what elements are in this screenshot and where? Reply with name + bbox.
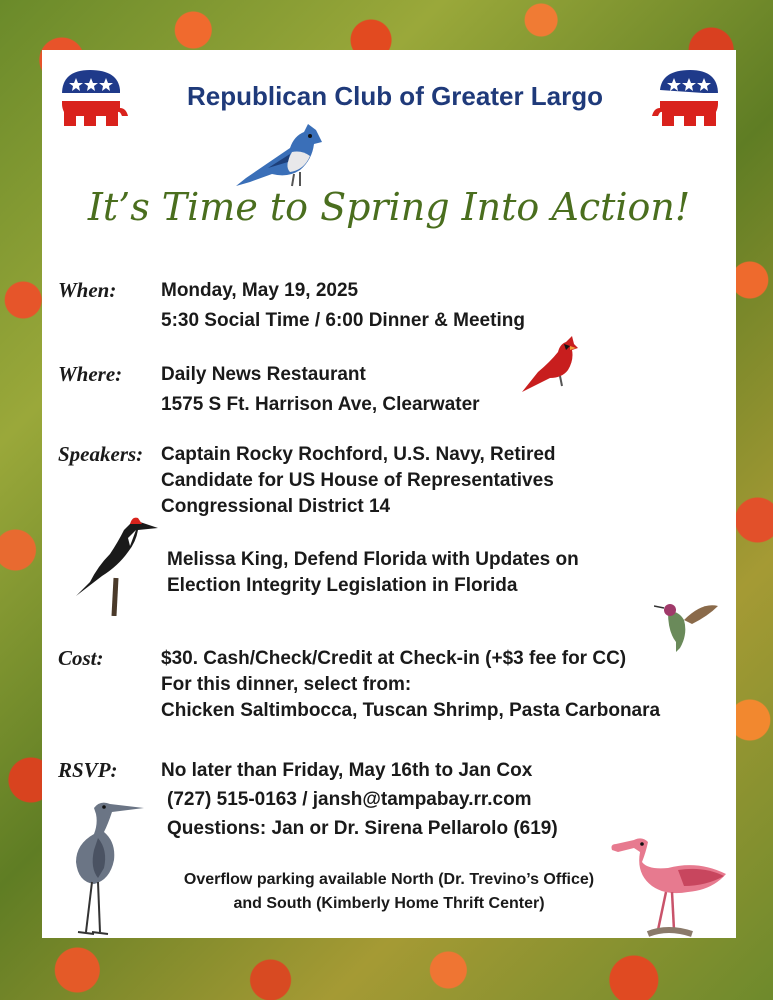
page-title: Republican Club of Greater Largo bbox=[186, 81, 604, 111]
rsvp-deadline: No later than Friday, May 16th to Jan Cox bbox=[161, 760, 533, 781]
flyer-card bbox=[42, 50, 736, 938]
hummingbird-icon bbox=[654, 598, 720, 654]
parking-south: and South (Kimberly Home Thrift Center) bbox=[233, 895, 545, 912]
where-address: 1575 S Ft. Harrison Ave, Clearwater bbox=[161, 394, 480, 415]
tagline: It’s Time to Spring Into Action! bbox=[87, 185, 691, 229]
speaker2-topic: Election Integrity Legislation in Florida bbox=[167, 575, 518, 596]
rsvp-details bbox=[161, 758, 558, 842]
speaker1-district: Congressional District 14 bbox=[161, 496, 391, 517]
when-label: When: bbox=[58, 278, 117, 302]
cost-details bbox=[161, 646, 660, 724]
cost-label: Cost: bbox=[58, 646, 104, 670]
when-time: 5:30 Social Time / 6:00 Dinner & Meeting bbox=[161, 310, 525, 331]
parking-note bbox=[42, 868, 736, 916]
where-venue: Daily News Restaurant bbox=[161, 364, 366, 385]
where-label: Where: bbox=[58, 362, 123, 386]
cost-price: $30. Cash/Check/Credit at Check-in (+$3 fee for CC) bbox=[161, 648, 627, 669]
gop-elephant-icon bbox=[648, 64, 724, 130]
where-details bbox=[161, 362, 480, 418]
parking-north: Overflow parking available North (Dr. Trevino’s Office) bbox=[183, 871, 595, 888]
gop-elephant-icon bbox=[56, 64, 132, 130]
cost-select: For this dinner, select from: bbox=[161, 674, 412, 695]
speakers-label: Speakers: bbox=[58, 442, 144, 466]
speaker2-name: Melissa King, Defend Florida with Updates on bbox=[167, 549, 579, 570]
rsvp-label: RSVP: bbox=[58, 758, 118, 782]
speaker2-details bbox=[167, 547, 579, 599]
rsvp-contact: (727) 515-0163 / jansh@tampabay.rr.com bbox=[167, 789, 532, 810]
cost-menu: Chicken Saltimbocca, Tuscan Shrimp, Pasta Carbonara bbox=[161, 700, 661, 721]
speaker1-details bbox=[161, 442, 556, 520]
woodpecker-icon bbox=[72, 516, 162, 616]
when-details bbox=[161, 278, 525, 334]
cardinal-icon bbox=[520, 332, 590, 396]
when-date: Monday, May 19, 2025 bbox=[161, 280, 359, 301]
blue-jay-icon bbox=[232, 122, 328, 194]
speaker1-candidacy: Candidate for US House of Representatives bbox=[161, 470, 554, 491]
speaker1-name: Captain Rocky Rochford, U.S. Navy, Retired bbox=[161, 444, 556, 465]
rsvp-questions: Questions: Jan or Dr. Sirena Pellarolo (619) bbox=[167, 818, 558, 839]
